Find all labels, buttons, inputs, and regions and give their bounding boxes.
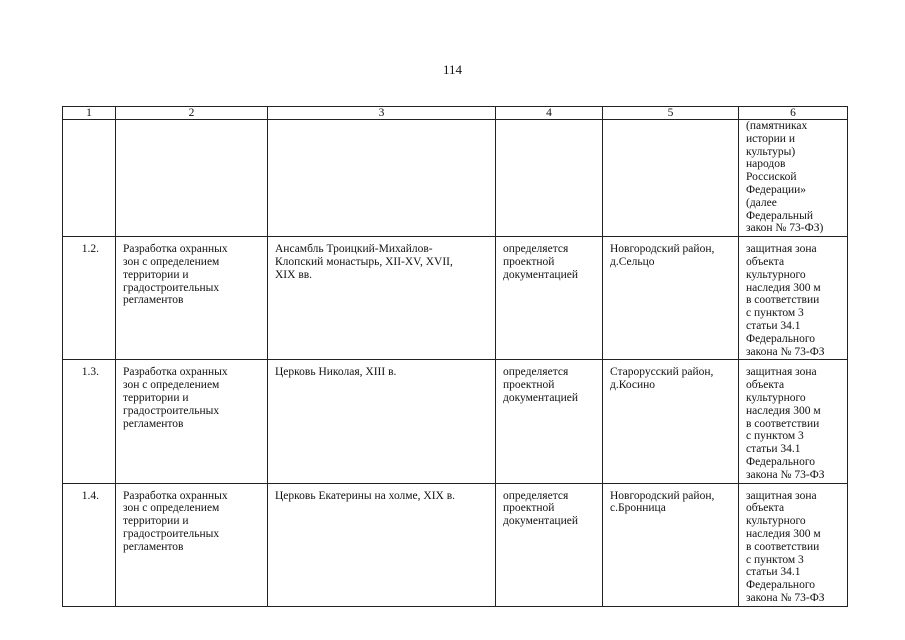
table-row (63, 237, 848, 360)
location-text: Новгородский район, с.Бронница (610, 489, 715, 515)
cell-cost (496, 483, 603, 606)
work-text: Разработка охранных зон с определением территории и градостроительных регламентов (123, 366, 228, 430)
column-header-4: 4 (496, 107, 603, 120)
column-header-6: 6 (739, 107, 848, 120)
cost-text: определяется проектной документацией (503, 489, 578, 528)
note-text: защитная зона объекта культурного наследия 300 м в соответствии с пунктом 3 статьи 34.1 Федерального закона № 73-ФЗ (746, 366, 825, 481)
object-text: Ансамбль Троицкий-Михайлов- Клопский монастырь, XII-XV, XVII, XIX вв. (275, 243, 453, 281)
cell-object (268, 360, 496, 483)
note-text: защитная зона объекта культурного наследия 300 м в соответствии с пунктом 3 статьи 34.1 Федерального закона № 73-ФЗ (746, 489, 825, 604)
column-header-5: 5 (603, 107, 739, 120)
work-text: Разработка охранных зон с определением территории и градостроительных регламентов (123, 243, 228, 307)
protection-zones-table (62, 106, 848, 607)
location-text: Старорусский район, д.Косино (610, 366, 714, 392)
table-header-row (63, 107, 848, 120)
location-text: Новгородский район, д.Сельцо (610, 243, 715, 268)
cell-note (739, 360, 848, 483)
object-text: Церковь Екатерины на холме, XIX в. (275, 489, 456, 502)
note-text: защитная зона объекта культурного наследия 300 м в соответствии с пунктом 3 статьи 34.1 Федерального закона № 73-ФЗ (746, 243, 825, 358)
table-row (63, 483, 848, 606)
cell-work (116, 237, 268, 360)
table-row (63, 360, 848, 483)
column-header-2: 2 (116, 107, 268, 120)
cell-note (739, 483, 848, 606)
cell-note-continuation (739, 120, 848, 237)
cell-empty (63, 120, 116, 237)
cell-work (116, 360, 268, 483)
cell-location (603, 483, 739, 606)
table-row-continuation (63, 120, 848, 237)
note-continuation-text: (памятниках истории и культуры) народов Россиской Федерации» (далее Федеральный закон № 73-ФЗ) (746, 120, 824, 235)
cell-number: 1.2. (63, 237, 116, 360)
cell-note (739, 237, 848, 360)
cost-text: определяется проектной документацией (503, 366, 578, 404)
cell-object (268, 483, 496, 606)
object-text: Церковь Николая, XIII в. (275, 366, 397, 379)
cell-empty (496, 120, 603, 237)
cell-object (268, 237, 496, 360)
cell-empty (116, 120, 268, 237)
cell-number: 1.3. (63, 360, 116, 483)
column-header-3: 3 (268, 107, 496, 120)
page-number: 114 (442, 62, 463, 77)
cell-work (116, 483, 268, 606)
column-header-1: 1 (63, 107, 116, 120)
cell-cost (496, 237, 603, 360)
cost-text: определяется проектной документацией (503, 243, 578, 281)
cell-empty (268, 120, 496, 237)
cell-cost (496, 360, 603, 483)
cell-location (603, 360, 739, 483)
cell-empty (603, 120, 739, 237)
work-text: Разработка охранных зон с определением территории и градостроительных регламентов (123, 489, 228, 553)
cell-location (603, 237, 739, 360)
cell-number: 1.4. (63, 483, 116, 606)
